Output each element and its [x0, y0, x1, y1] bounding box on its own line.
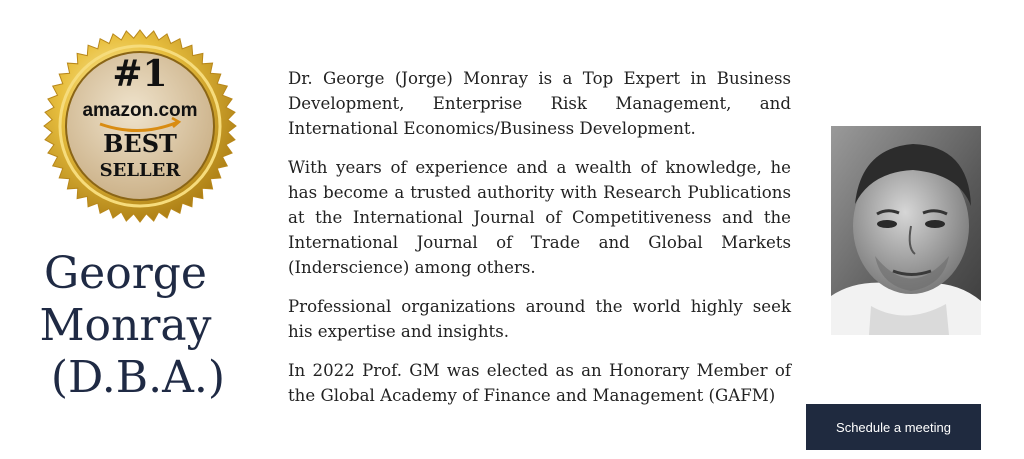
badge-best: BEST: [103, 129, 177, 158]
bio-paragraph-2: With years of experience and a wealth of knowledge, he has become a trusted authority with Research Publications at the International Journal of Competitiveness and the International Journal of Trade and Global Markets (Inderscience) among others.: [288, 158, 791, 277]
bio-paragraph-1: Dr. George (Jorge) Monray is a Top Expert in Business Development, Enterprise Risk Management, and International Economics/Business Development.: [288, 69, 791, 138]
author-degree: (D.B.A.): [50, 352, 225, 403]
bio-paragraph-4: In 2022 Prof. GM was elected as an Honorary Member of the Global Academy of Finance and Management (GAFM): [288, 361, 791, 405]
badge-seal-icon: [42, 28, 238, 224]
amazon-best-seller-badge: [42, 28, 238, 224]
badge-seller: SELLER: [99, 160, 181, 181]
schedule-meeting-button[interactable]: Schedule a meeting: [806, 404, 981, 450]
bio-paragraph-3: Professional organizations around the world highly seek his expertise and insights.: [288, 297, 791, 341]
author-first-name: George: [44, 248, 207, 299]
badge-store: amazon.com: [82, 100, 198, 121]
author-name: [18, 248, 233, 404]
author-last-name: Monray: [39, 300, 212, 351]
author-photo: [831, 126, 981, 335]
portrait-image: [831, 126, 981, 335]
badge-rank: #1: [112, 53, 168, 95]
author-bio: [288, 66, 791, 422]
